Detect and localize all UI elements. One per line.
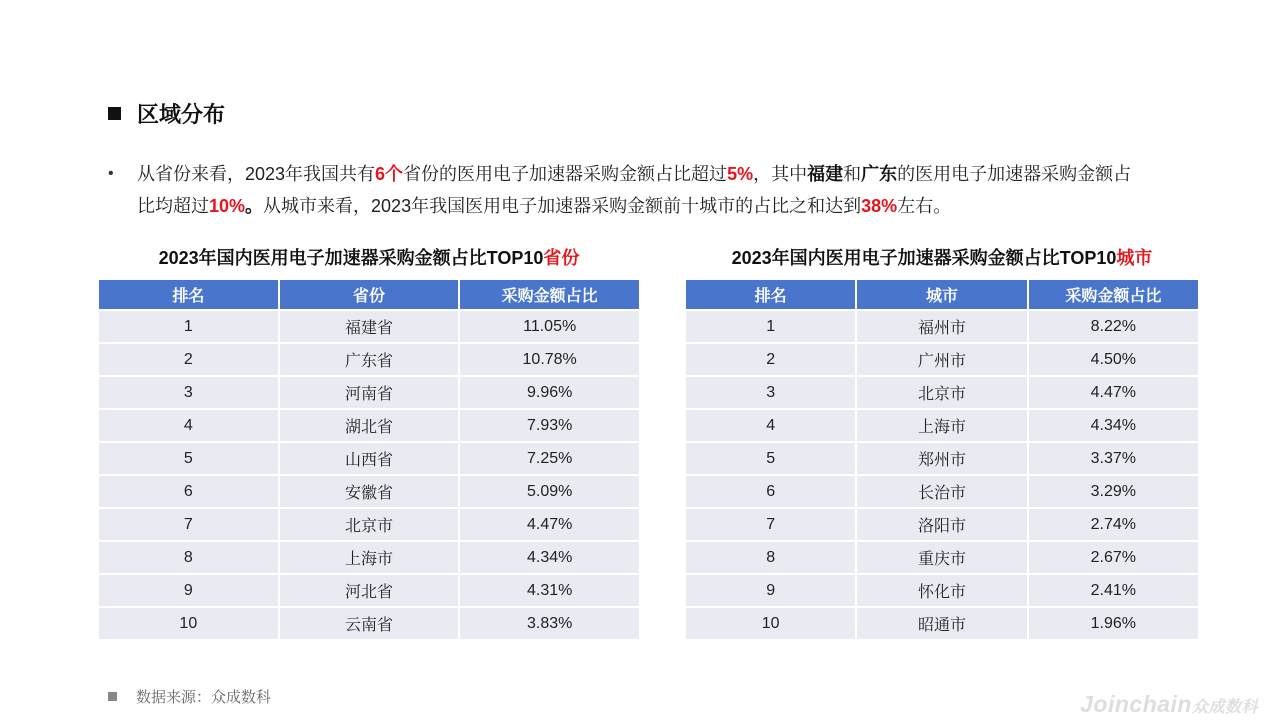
share-cell: 4.47% [1029, 375, 1198, 408]
region-cell: 云南省 [280, 606, 459, 639]
share-cell: 3.29% [1029, 474, 1198, 507]
table-row [99, 342, 639, 375]
rank-cell: 5 [686, 441, 855, 474]
paragraph-text: 从城市来看，2023年我国医用电子加速器采购金额前十城市的占比之和达到 [263, 196, 862, 216]
rank-cell: 1 [99, 309, 278, 342]
table-row [686, 507, 1198, 540]
share-cell: 11.05% [460, 309, 639, 342]
rank-cell: 4 [99, 408, 278, 441]
share-cell: 7.25% [460, 441, 639, 474]
region-cell: 山西省 [280, 441, 459, 474]
rank-cell: 8 [99, 540, 278, 573]
rank-cell: 10 [99, 606, 278, 639]
region-cell: 长治市 [857, 474, 1026, 507]
region-cell: 北京市 [280, 507, 459, 540]
rank-cell: 9 [99, 573, 278, 606]
share-cell: 3.83% [460, 606, 639, 639]
table-row [686, 342, 1198, 375]
rank-cell: 5 [99, 441, 278, 474]
table-row [99, 441, 639, 474]
paragraph-text: 的医用电子加速器采购金额占 [897, 164, 1132, 184]
column-header: 采购金额占比 [1029, 280, 1198, 309]
table-row [686, 375, 1198, 408]
region-cell: 昭通市 [857, 606, 1026, 639]
region-cell: 湖北省 [280, 408, 459, 441]
column-header: 省份 [280, 280, 459, 309]
bullet-dot-icon: • [108, 165, 114, 182]
share-cell: 4.34% [460, 540, 639, 573]
region-cell: 怀化市 [857, 573, 1026, 606]
city-ranking-table [684, 280, 1200, 639]
rank-cell: 6 [99, 474, 278, 507]
column-header: 排名 [99, 280, 278, 309]
brand-watermark [1080, 691, 1258, 718]
rank-cell: 2 [99, 342, 278, 375]
highlight-number: 6个 [375, 164, 404, 184]
highlight-number: 38% [861, 196, 898, 216]
share-cell: 4.34% [1029, 408, 1198, 441]
rank-cell: 4 [686, 408, 855, 441]
share-cell: 1.96% [1029, 606, 1198, 639]
watermark-cn: 众成数科 [1191, 699, 1258, 716]
table-row [686, 309, 1198, 342]
table-header-row [686, 280, 1198, 309]
paragraph-line-2 [137, 190, 1198, 222]
region-cell: 河北省 [280, 573, 459, 606]
share-cell: 4.47% [460, 507, 639, 540]
paragraph-text: ，其中 [753, 164, 808, 184]
region-cell: 广州市 [857, 342, 1026, 375]
source-text: 数据来源：众成数科 [136, 688, 272, 706]
share-cell: 2.74% [1029, 507, 1198, 540]
table-row [686, 408, 1198, 441]
data-source-note [108, 686, 271, 706]
paragraph-text: 从省份来看，2023年我国共有 [137, 164, 376, 184]
table-row [99, 474, 639, 507]
city-title-highlight: 城市 [1116, 248, 1153, 268]
table-row [99, 606, 639, 639]
region-cell: 上海市 [857, 408, 1026, 441]
table-row [99, 573, 639, 606]
rank-cell: 1 [686, 309, 855, 342]
column-header: 排名 [686, 280, 855, 309]
paragraph-text: 省份的医用电子加速器采购金额占比超过 [403, 164, 728, 184]
region-cell: 安徽省 [280, 474, 459, 507]
province-ranking-table [97, 280, 641, 639]
table-row [99, 408, 639, 441]
share-cell: 4.31% [460, 573, 639, 606]
rank-cell: 3 [686, 375, 855, 408]
share-cell: 2.67% [1029, 540, 1198, 573]
share-cell: 2.41% [1029, 573, 1198, 606]
paragraph-text: 左右。 [897, 196, 952, 216]
bold-term: 福建 [807, 164, 844, 184]
share-cell: 4.50% [1029, 342, 1198, 375]
table-header-row [99, 280, 639, 309]
table-row [99, 309, 639, 342]
paragraph-text: 比均超过 [137, 196, 209, 216]
city-title-main: 2023年国内医用电子加速器采购金额占比TOP10 [731, 248, 1117, 268]
square-bullet-icon [108, 107, 121, 120]
table-row [686, 606, 1198, 639]
column-header: 城市 [857, 280, 1026, 309]
region-cell: 北京市 [857, 375, 1026, 408]
region-cell: 福州市 [857, 309, 1026, 342]
table-row [686, 474, 1198, 507]
rank-cell: 7 [99, 507, 278, 540]
table-row [686, 540, 1198, 573]
bold-term: 。 [245, 196, 264, 216]
summary-paragraph [108, 158, 1198, 222]
table-row [99, 375, 639, 408]
province-title-main: 2023年国内医用电子加速器采购金额占比TOP10 [158, 248, 544, 268]
rank-cell: 6 [686, 474, 855, 507]
region-cell: 上海市 [280, 540, 459, 573]
section-heading [108, 98, 225, 128]
rank-cell: 9 [686, 573, 855, 606]
section-title: 区域分布 [137, 101, 226, 127]
region-cell: 福建省 [280, 309, 459, 342]
region-cell: 重庆市 [857, 540, 1026, 573]
table-row [686, 441, 1198, 474]
city-table-title [684, 244, 1200, 268]
watermark-latin: Joinchain [1080, 691, 1192, 717]
rank-cell: 10 [686, 606, 855, 639]
rank-cell: 7 [686, 507, 855, 540]
region-cell: 河南省 [280, 375, 459, 408]
column-header: 采购金额占比 [460, 280, 639, 309]
paragraph-line-1 [137, 158, 1198, 190]
share-cell: 7.93% [460, 408, 639, 441]
bold-term: 广东 [861, 164, 898, 184]
region-cell: 广东省 [280, 342, 459, 375]
share-cell: 5.09% [460, 474, 639, 507]
share-cell: 8.22% [1029, 309, 1198, 342]
rank-cell: 2 [686, 342, 855, 375]
source-square-icon [108, 692, 117, 701]
share-cell: 10.78% [460, 342, 639, 375]
table-row [99, 507, 639, 540]
region-cell: 洛阳市 [857, 507, 1026, 540]
highlight-number: 10% [209, 196, 246, 216]
share-cell: 9.96% [460, 375, 639, 408]
paragraph-text: 和 [843, 164, 862, 184]
table-row [99, 540, 639, 573]
rank-cell: 3 [99, 375, 278, 408]
highlight-number: 5% [727, 164, 754, 184]
province-title-highlight: 省份 [543, 248, 580, 268]
province-table-title [97, 244, 641, 268]
rank-cell: 8 [686, 540, 855, 573]
table-row [686, 573, 1198, 606]
region-cell: 郑州市 [857, 441, 1026, 474]
share-cell: 3.37% [1029, 441, 1198, 474]
